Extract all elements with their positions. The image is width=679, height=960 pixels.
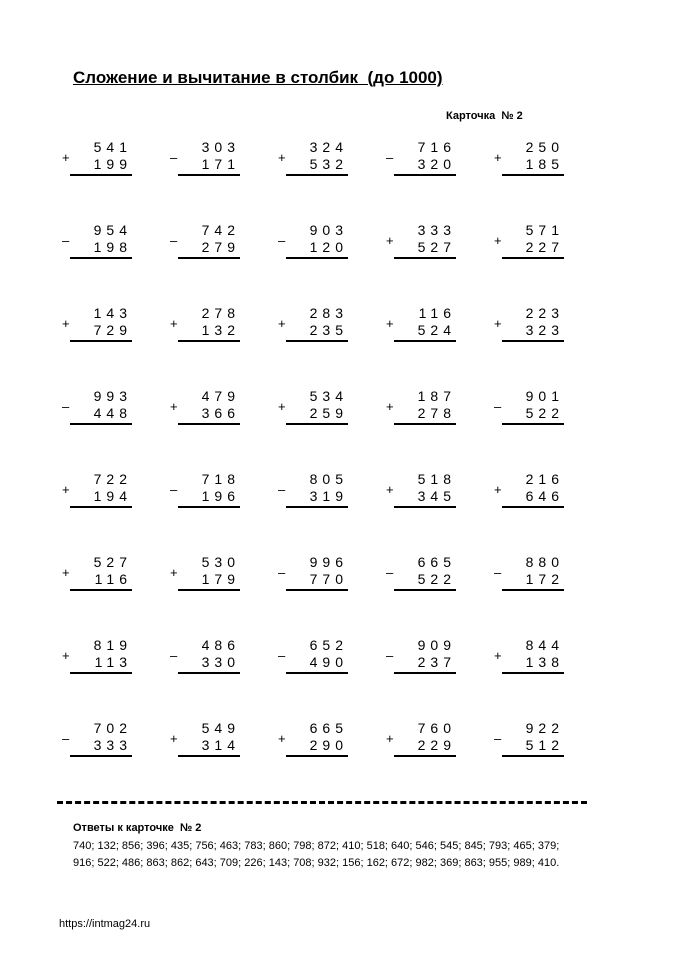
result-line	[286, 257, 348, 259]
first-number: 530	[201, 554, 240, 570]
problem	[278, 721, 348, 761]
operator-sign: +	[386, 399, 394, 414]
operator-sign: –	[494, 731, 502, 746]
operator-sign: –	[62, 233, 70, 248]
problem	[62, 223, 132, 263]
first-number: 571	[525, 222, 564, 238]
result-line	[178, 257, 240, 259]
second-number: 279	[201, 239, 240, 255]
operator-sign: –	[62, 731, 70, 746]
problem	[278, 306, 348, 346]
problem	[170, 472, 240, 512]
operator-sign: +	[62, 482, 70, 497]
second-number: 132	[201, 322, 240, 338]
operator-sign: –	[386, 565, 394, 580]
result-line	[178, 672, 240, 674]
second-number: 116	[94, 571, 132, 587]
problem	[494, 140, 564, 180]
operator-sign: +	[170, 565, 178, 580]
second-number: 314	[201, 737, 240, 753]
operator-sign: –	[278, 565, 286, 580]
result-line	[286, 672, 348, 674]
page-title: Сложение и вычитание в столбик (до 1000)	[73, 68, 443, 87]
result-line	[70, 257, 132, 259]
first-number: 116	[418, 305, 456, 321]
problem	[386, 389, 456, 429]
result-line	[286, 589, 348, 591]
problem	[62, 472, 132, 512]
problem	[170, 140, 240, 180]
result-line	[178, 174, 240, 176]
result-line	[394, 423, 456, 425]
first-number: 880	[525, 554, 564, 570]
operator-sign: +	[494, 316, 502, 331]
first-number: 283	[309, 305, 348, 321]
first-number: 702	[93, 720, 132, 736]
first-number: 541	[93, 139, 132, 155]
first-number: 742	[201, 222, 240, 238]
problem	[278, 638, 348, 678]
result-line	[502, 755, 564, 757]
operator-sign: –	[278, 233, 286, 248]
first-number: 722	[93, 471, 132, 487]
second-number: 199	[93, 156, 132, 172]
problem	[494, 638, 564, 678]
operator-sign: –	[494, 565, 502, 580]
result-line	[70, 423, 132, 425]
result-line	[394, 672, 456, 674]
problem	[170, 223, 240, 263]
first-number: 187	[417, 388, 456, 404]
second-number: 278	[417, 405, 456, 421]
operator-sign: –	[386, 648, 394, 663]
problem	[170, 306, 240, 346]
result-line	[502, 174, 564, 176]
operator-sign: –	[278, 482, 286, 497]
operator-sign: +	[170, 399, 178, 414]
problem	[170, 721, 240, 761]
result-line	[70, 340, 132, 342]
operator-sign: +	[62, 648, 70, 663]
result-line	[394, 755, 456, 757]
result-line	[70, 755, 132, 757]
problem	[494, 223, 564, 263]
problem	[170, 638, 240, 678]
second-number: 512	[525, 737, 564, 753]
second-number: 171	[201, 156, 240, 172]
second-number: 196	[201, 488, 240, 504]
result-line	[70, 672, 132, 674]
first-number: 216	[525, 471, 564, 487]
result-line	[394, 506, 456, 508]
operator-sign: +	[62, 565, 70, 580]
operator-sign: –	[170, 150, 178, 165]
problem	[62, 638, 132, 678]
result-line	[394, 174, 456, 176]
first-number: 250	[525, 139, 564, 155]
first-number: 996	[309, 554, 348, 570]
problem	[386, 721, 456, 761]
dashed-divider	[57, 801, 587, 804]
problem	[494, 555, 564, 595]
first-number: 909	[417, 637, 456, 653]
operator-sign: +	[494, 482, 502, 497]
result-line	[394, 257, 456, 259]
problem	[494, 472, 564, 512]
problem	[62, 389, 132, 429]
problem	[278, 223, 348, 263]
operator-sign: +	[494, 150, 502, 165]
result-line	[502, 340, 564, 342]
result-line	[286, 755, 348, 757]
result-line	[178, 340, 240, 342]
answers-text: 740; 132; 856; 396; 435; 756; 463; 783; 860; 798; 872; 410; 518; 640; 546; 545; 845; 793; 465; 379; 916; 522; 486; 863; 862; 643; 709; 226; 143; 708; 932; 156; 162; 672; 982; 369; 863; 955; 989; 410.	[73, 840, 560, 869]
result-line	[502, 506, 564, 508]
operator-sign: +	[170, 316, 178, 331]
operator-sign: –	[494, 399, 502, 414]
operator-sign: +	[386, 482, 394, 497]
operator-sign: +	[278, 150, 286, 165]
second-number: 522	[417, 571, 456, 587]
second-number: 198	[93, 239, 132, 255]
first-number: 901	[525, 388, 564, 404]
problem	[386, 223, 456, 263]
operator-sign: –	[386, 150, 394, 165]
result-line	[70, 174, 132, 176]
problem	[494, 306, 564, 346]
operator-sign: +	[62, 150, 70, 165]
second-number: 646	[525, 488, 564, 504]
result-line	[502, 589, 564, 591]
result-line	[286, 174, 348, 176]
second-number: 345	[417, 488, 456, 504]
second-number: 319	[309, 488, 348, 504]
result-line	[70, 589, 132, 591]
second-number: 227	[525, 239, 564, 255]
first-number: 534	[309, 388, 348, 404]
second-number: 290	[309, 737, 348, 753]
first-number: 278	[201, 305, 240, 321]
operator-sign: +	[62, 316, 70, 331]
problem	[386, 555, 456, 595]
problem	[278, 140, 348, 180]
problem	[494, 389, 564, 429]
first-number: 549	[201, 720, 240, 736]
problem	[62, 140, 132, 180]
result-line	[178, 423, 240, 425]
answers-title: Ответы к карточке № 2	[73, 822, 202, 834]
operator-sign: –	[278, 648, 286, 663]
second-number: 172	[525, 571, 564, 587]
first-number: 718	[201, 471, 240, 487]
operator-sign: –	[62, 399, 70, 414]
result-line	[178, 755, 240, 757]
problem	[386, 638, 456, 678]
website-url: https://intmag24.ru	[59, 918, 151, 930]
second-number: 524	[417, 322, 456, 338]
result-line	[286, 506, 348, 508]
problem	[62, 721, 132, 761]
second-number: 522	[525, 405, 564, 421]
problem	[170, 389, 240, 429]
first-number: 518	[417, 471, 456, 487]
second-number: 229	[417, 737, 456, 753]
first-number: 993	[93, 388, 132, 404]
operator-sign: +	[278, 731, 286, 746]
second-number: 330	[201, 654, 240, 670]
result-line	[70, 506, 132, 508]
operator-sign: +	[494, 233, 502, 248]
operator-sign: –	[170, 648, 178, 663]
problem	[62, 306, 132, 346]
problem	[386, 306, 456, 346]
operator-sign: –	[170, 233, 178, 248]
second-number: 185	[525, 156, 564, 172]
problem	[278, 389, 348, 429]
problem	[278, 555, 348, 595]
result-line	[502, 423, 564, 425]
problem	[62, 555, 132, 595]
first-number: 486	[201, 637, 240, 653]
first-number: 760	[417, 720, 456, 736]
operator-sign: +	[386, 316, 394, 331]
first-number: 479	[201, 388, 240, 404]
second-number: 138	[525, 654, 564, 670]
operator-sign: +	[278, 316, 286, 331]
result-line	[394, 589, 456, 591]
first-number: 665	[417, 554, 456, 570]
first-number: 652	[309, 637, 348, 653]
problem	[494, 721, 564, 761]
first-number: 143	[93, 305, 132, 321]
result-line	[286, 423, 348, 425]
second-number: 179	[201, 571, 240, 587]
first-number: 903	[309, 222, 348, 238]
first-number: 223	[525, 305, 564, 321]
operator-sign: +	[278, 399, 286, 414]
operator-sign: +	[170, 731, 178, 746]
second-number: 194	[93, 488, 132, 504]
result-line	[394, 340, 456, 342]
second-number: 113	[94, 654, 132, 670]
first-number: 324	[309, 139, 348, 155]
result-line	[178, 589, 240, 591]
second-number: 448	[93, 405, 132, 421]
operator-sign: +	[494, 648, 502, 663]
first-number: 954	[93, 222, 132, 238]
result-line	[178, 506, 240, 508]
second-number: 259	[309, 405, 348, 421]
first-number: 805	[309, 471, 348, 487]
second-number: 366	[201, 405, 240, 421]
operator-sign: +	[386, 233, 394, 248]
problem	[170, 555, 240, 595]
card-label: Карточка № 2	[446, 110, 523, 122]
second-number: 490	[309, 654, 348, 670]
second-number: 729	[93, 322, 132, 338]
first-number: 333	[417, 222, 456, 238]
second-number: 770	[309, 571, 348, 587]
problem	[278, 472, 348, 512]
operator-sign: –	[170, 482, 178, 497]
result-line	[502, 257, 564, 259]
first-number: 665	[309, 720, 348, 736]
first-number: 819	[93, 637, 132, 653]
operator-sign: +	[386, 731, 394, 746]
result-line	[502, 672, 564, 674]
first-number: 716	[417, 139, 456, 155]
second-number: 333	[93, 737, 132, 753]
second-number: 120	[309, 239, 348, 255]
problem	[386, 140, 456, 180]
problem	[386, 472, 456, 512]
second-number: 235	[309, 322, 348, 338]
second-number: 323	[525, 322, 564, 338]
second-number: 527	[417, 239, 456, 255]
result-line	[286, 340, 348, 342]
first-number: 527	[93, 554, 132, 570]
first-number: 844	[525, 637, 564, 653]
first-number: 922	[525, 720, 564, 736]
second-number: 320	[417, 156, 456, 172]
first-number: 303	[201, 139, 240, 155]
second-number: 532	[309, 156, 348, 172]
second-number: 237	[417, 654, 456, 670]
